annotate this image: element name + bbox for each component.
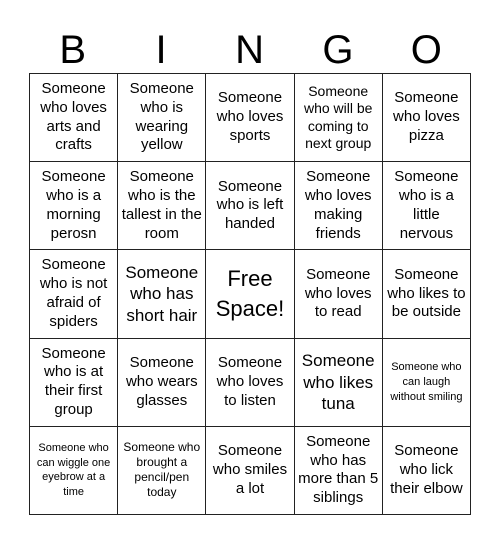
bingo-cell-r5-c5[interactable] [383, 427, 471, 515]
cell-text: Someone who is wearing yellow [129, 80, 194, 154]
header-letter-n: N [235, 28, 265, 72]
cell-text: Someone who loves pizza [393, 89, 460, 144]
cell-text: Someone who smiles a lot [212, 442, 288, 497]
cell-text: Someone who loves sports [216, 89, 284, 144]
bingo-cell-r1-c4[interactable] [295, 74, 383, 162]
cell-text: Someone who has short hair [125, 263, 199, 325]
cell-text: Someone who loves making friends [304, 168, 372, 242]
bingo-cell-r4-c3[interactable] [206, 339, 294, 427]
bingo-cell-r4-c5[interactable] [383, 339, 471, 427]
bingo-cell-r5-c2[interactable] [118, 427, 206, 515]
cell-text: Someone who can laugh without smiling [390, 360, 463, 403]
cell-text: Someone who loves arts and crafts [40, 80, 107, 154]
bingo-cell-r2-c1[interactable] [30, 162, 118, 250]
bingo-cell-r3-c2[interactable] [118, 250, 206, 338]
bingo-cell-r2-c2[interactable] [118, 162, 206, 250]
bingo-cell-r1-c2[interactable] [118, 74, 206, 162]
bingo-cell-r3-c1[interactable] [30, 250, 118, 338]
cell-text: Someone who can wiggle one eyebrow at a time [36, 441, 111, 499]
cell-text: Someone who is left handed [216, 177, 284, 233]
header-letter-i: I [155, 28, 168, 72]
bingo-board [29, 73, 471, 515]
cell-text: Someone who is not afraid of spiders [39, 256, 108, 330]
header-letter-o: O [410, 28, 443, 72]
cell-text: Someone who loves to listen [216, 354, 284, 409]
bingo-cell-r4-c1[interactable] [30, 339, 118, 427]
bingo-cell-r5-c4[interactable] [295, 427, 383, 515]
bingo-cell-r3-c5[interactable] [383, 250, 471, 338]
free-space-cell[interactable] [206, 250, 294, 338]
bingo-cell-r1-c5[interactable] [383, 74, 471, 162]
bingo-cell-r2-c3[interactable] [206, 162, 294, 250]
cell-text: Someone who is at their first group [41, 344, 106, 418]
cell-text: Someone who has more than 5 siblings [298, 432, 379, 507]
cell-text: Someone who lick their elbow [390, 442, 463, 497]
bingo-cell-r2-c4[interactable] [295, 162, 383, 250]
cell-text: Someone who wears glasses [125, 354, 198, 409]
cell-text: Someone who is a morning perosn [41, 168, 106, 242]
header-letter-g: G [322, 28, 355, 72]
cell-text: Someone who brought a pencil/pen today [123, 440, 201, 500]
cell-text: Someone who will be coming to next group [303, 82, 373, 152]
bingo-cell-r1-c1[interactable] [30, 74, 118, 162]
bingo-cell-r1-c3[interactable] [206, 74, 294, 162]
cell-text: Someone who loves to read [304, 265, 372, 321]
bingo-cell-r4-c2[interactable] [118, 339, 206, 427]
bingo-cell-r3-c4[interactable] [295, 250, 383, 338]
cell-text: Someone who is the tallest in the room [121, 168, 202, 242]
bingo-cell-r4-c4[interactable] [295, 339, 383, 427]
cell-text: Someone who is a little nervous [394, 168, 459, 242]
cell-text: Someone who likes to be outside [387, 265, 466, 321]
header-letter-b: B [59, 28, 88, 72]
bingo-header [29, 28, 471, 72]
cell-text: Someone who likes tuna [301, 351, 375, 413]
bingo-cell-r5-c3[interactable] [206, 427, 294, 515]
bingo-cell-r2-c5[interactable] [383, 162, 471, 250]
bingo-cell-r5-c1[interactable] [30, 427, 118, 515]
free-space-text: Free Space! [215, 266, 285, 321]
